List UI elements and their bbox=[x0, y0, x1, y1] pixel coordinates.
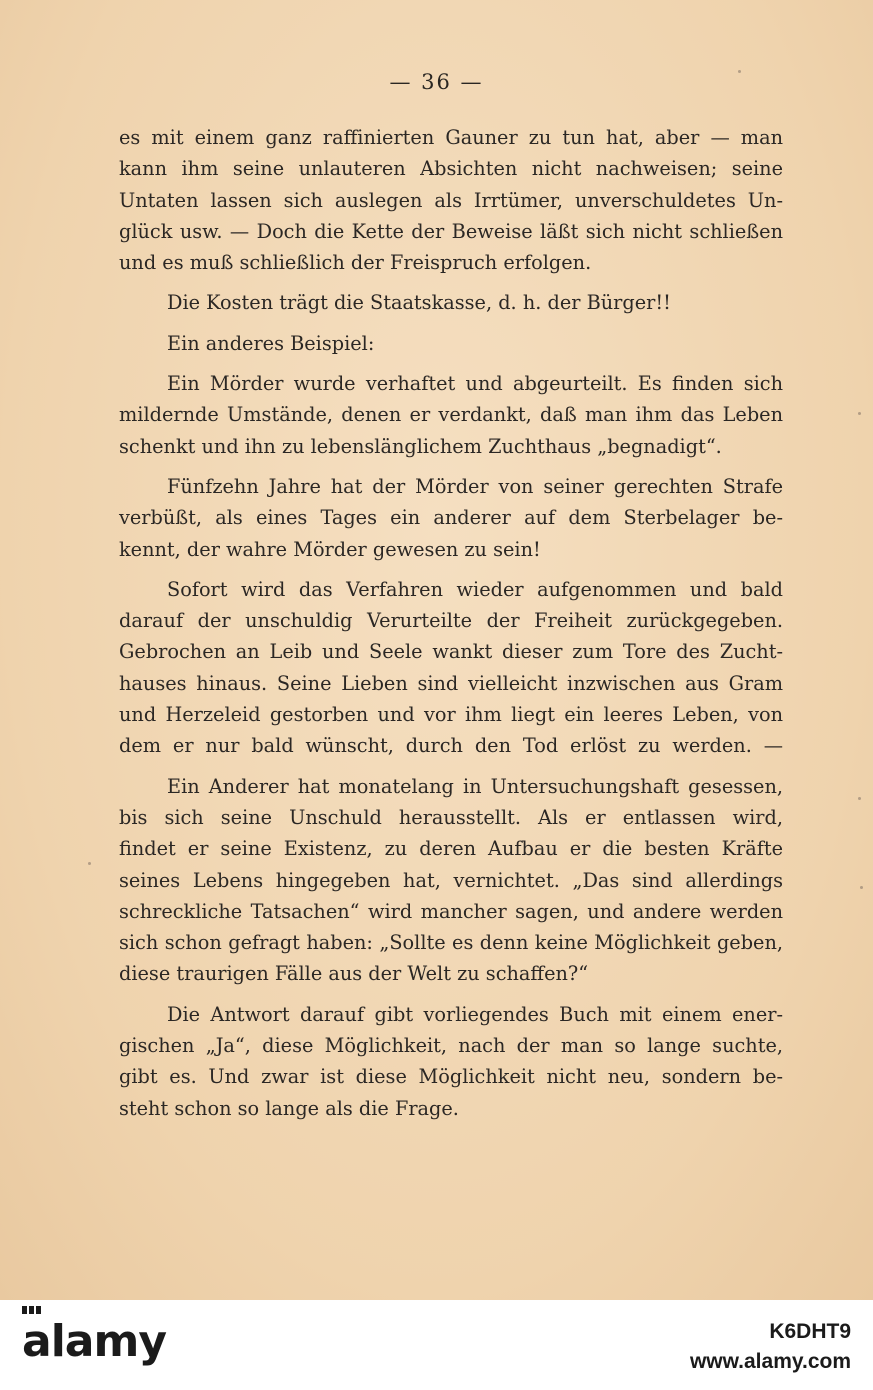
text-line: hauses hinaus. Seine Lieben sind vielleicht inzwischen aus Gram bbox=[119, 671, 783, 695]
text-line: schreckliche Tatsachen“ wird mancher sagen, und andere werden bbox=[119, 899, 783, 923]
paragraph-8 bbox=[119, 999, 783, 1124]
text-line: Untaten lassen sich auslegen als Irrtümer, unverschuldetes Un- bbox=[119, 188, 783, 212]
text-line: Ein anderes Beispiel: bbox=[167, 331, 375, 355]
text-line: kennt, der wahre Mörder gewesen zu sein! bbox=[119, 537, 541, 561]
text-line: kann ihm seine unlauteren Absichten nicht nachweisen; seine bbox=[119, 157, 783, 181]
brand-logo: alamy bbox=[22, 1316, 166, 1367]
text-line: steht schon so lange als die Frage. bbox=[119, 1096, 459, 1120]
text-line: glück usw. — Doch die Kette der Beweise läßt sich nicht schließen bbox=[119, 219, 783, 243]
paragraph-1 bbox=[119, 122, 783, 278]
paragraph-3 bbox=[119, 328, 783, 359]
text-line: seines Lebens hingegeben hat, vernichtet. „Das sind allerdings bbox=[119, 868, 783, 892]
paragraph-2 bbox=[119, 287, 783, 318]
paper-speck bbox=[738, 70, 741, 73]
text-line: Die Kosten trägt die Staatskasse, d. h. der Bürger!! bbox=[167, 291, 671, 315]
image-id: K6DHT9 bbox=[769, 1320, 851, 1343]
text-line: schenkt und ihn zu lebenslänglichem Zuchthaus „begnadigt“. bbox=[119, 434, 722, 458]
text-line: Ein Mörder wurde verhaftet und abgeurteilt. Es finden sich bbox=[167, 372, 783, 396]
text-line: und Herzeleid gestorben und vor ihm liegt ein leeres Leben, von bbox=[119, 703, 783, 727]
text-line: Die Antwort darauf gibt vorliegendes Buch mit einem ener- bbox=[167, 1002, 783, 1026]
paper-speck bbox=[858, 412, 861, 415]
text-line: bis sich seine Unschuld herausstellt. Als er entlassen wird, bbox=[119, 805, 783, 829]
text-line: Fünfzehn Jahre hat der Mörder von seiner gerechten Strafe bbox=[167, 474, 783, 498]
alamy-logo-icon bbox=[22, 1304, 50, 1316]
paper-speck bbox=[858, 797, 861, 800]
paragraph-7 bbox=[119, 771, 783, 990]
text-line: Sofort wird das Verfahren wieder aufgenommen und bald bbox=[167, 577, 783, 601]
text-line: sich schon gefragt haben: „Sollte es denn keine Möglichkeit geben, bbox=[119, 931, 783, 955]
text-line: gischen „Ja“, diese Möglichkeit, nach der man so lange suchte, bbox=[119, 1034, 783, 1058]
text-line: gibt es. Und zwar ist diese Möglichkeit nicht neu, sondern be- bbox=[119, 1065, 783, 1089]
text-line: verbüßt, als eines Tages ein anderer auf dem Sterbelager be- bbox=[119, 506, 783, 530]
text-line: darauf der unschuldig Verurteilte der Freiheit zurückgegeben. bbox=[119, 609, 783, 633]
page-number: — 36 — bbox=[389, 70, 484, 94]
text-line: dem er nur bald wünscht, durch den Tod erlöst zu werden. — bbox=[119, 734, 783, 758]
paragraph-4 bbox=[119, 368, 783, 462]
text-line: diese traurigen Fälle aus der Welt zu schaffen?“ bbox=[119, 962, 589, 986]
text-line: Ein Anderer hat monatelang in Untersuchungshaft gesessen, bbox=[167, 774, 783, 798]
paper-speck bbox=[88, 862, 91, 865]
text-line: es mit einem ganz raffinierten Gauner zu tun hat, aber — man bbox=[119, 126, 783, 149]
text-line: und es muß schließlich der Freispruch erfolgen. bbox=[119, 251, 592, 275]
body-text bbox=[119, 122, 783, 1133]
text-line: Gebrochen an Leib und Seele wankt dieser zum Tore des Zucht- bbox=[119, 640, 783, 664]
text-line: mildernde Umstände, denen er verdankt, daß man ihm das Leben bbox=[119, 403, 783, 427]
site-url: www.alamy.com bbox=[689, 1350, 851, 1373]
text-line: findet er seine Existenz, zu deren Aufbau er die besten Kräfte bbox=[119, 837, 783, 861]
paragraph-6 bbox=[119, 574, 783, 762]
paper-speck bbox=[860, 886, 863, 889]
paragraph-5 bbox=[119, 471, 783, 565]
